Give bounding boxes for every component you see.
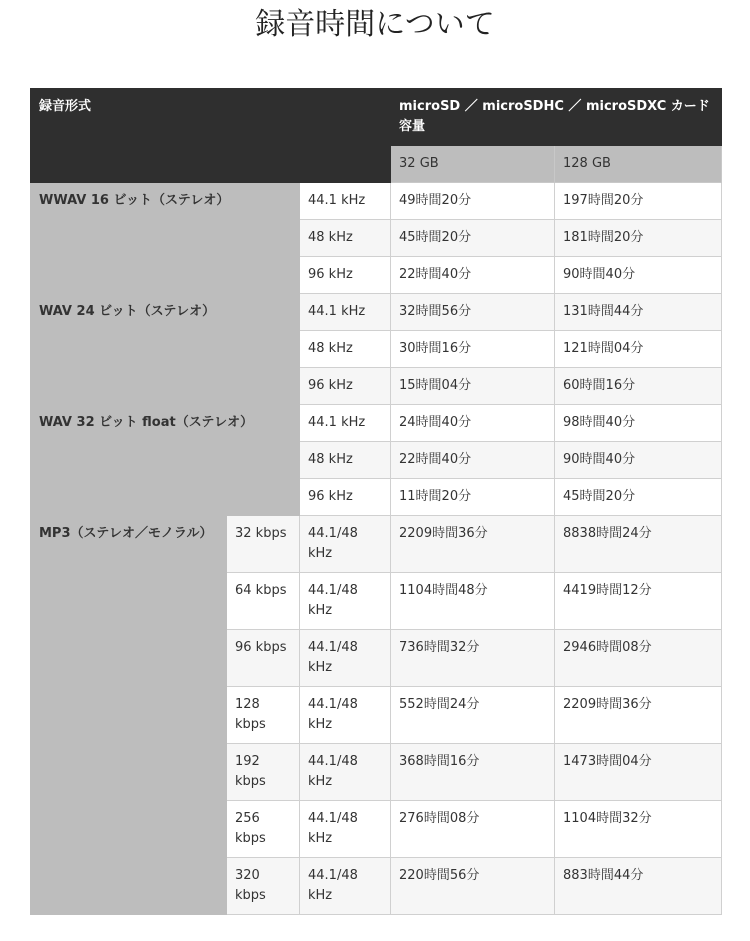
value-32gb-cell: 30時間16分	[391, 331, 555, 368]
value-128gb-cell: 8838時間24分	[555, 516, 722, 573]
value-128gb-cell: 131時間44分	[555, 294, 722, 331]
recording-time-table-wrapper	[30, 88, 721, 915]
frequency-cell: 44.1/48 kHz	[300, 858, 391, 915]
value-128gb-cell: 60時間16分	[555, 368, 722, 405]
value-128gb-cell: 121時間04分	[555, 331, 722, 368]
value-32gb-cell: 220時間56分	[391, 858, 555, 915]
bitrate-cell: 192 kbps	[227, 744, 300, 801]
frequency-cell: 44.1 kHz	[300, 405, 391, 442]
group-label: WAV 32 ビット float（ステレオ）	[31, 405, 300, 516]
value-32gb-cell: 15時間04分	[391, 368, 555, 405]
value-32gb-cell: 276時間08分	[391, 801, 555, 858]
frequency-cell: 48 kHz	[300, 442, 391, 479]
value-128gb-cell: 98時間40分	[555, 405, 722, 442]
value-32gb-cell: 49時間20分	[391, 183, 555, 220]
table-row	[31, 294, 722, 331]
value-32gb-cell: 22時間40分	[391, 442, 555, 479]
value-32gb-cell: 2209時間36分	[391, 516, 555, 573]
value-128gb-cell: 883時間44分	[555, 858, 722, 915]
frequency-cell: 96 kHz	[300, 257, 391, 294]
table-row	[31, 183, 722, 220]
value-128gb-cell: 1473時間04分	[555, 744, 722, 801]
frequency-cell: 44.1/48 kHz	[300, 801, 391, 858]
value-128gb-cell: 2209時間36分	[555, 687, 722, 744]
frequency-cell: 44.1/48 kHz	[300, 516, 391, 573]
bitrate-cell: 128 kbps	[227, 687, 300, 744]
value-128gb-cell: 197時間20分	[555, 183, 722, 220]
value-128gb-cell: 90時間40分	[555, 257, 722, 294]
header-capacity-32gb: 32 GB	[391, 146, 555, 183]
frequency-cell: 48 kHz	[300, 220, 391, 257]
value-32gb-cell: 368時間16分	[391, 744, 555, 801]
bitrate-cell: 64 kbps	[227, 573, 300, 630]
value-32gb-cell: 552時間24分	[391, 687, 555, 744]
value-128gb-cell: 2946時間08分	[555, 630, 722, 687]
header-capacity: microSD ／ microSDHC ／ microSDXC カード容量	[391, 89, 722, 146]
value-32gb-cell: 22時間40分	[391, 257, 555, 294]
table-row	[31, 516, 722, 573]
frequency-cell: 44.1 kHz	[300, 294, 391, 331]
table-row	[31, 405, 722, 442]
page-title: 録音時間について	[255, 7, 495, 42]
recording-time-table	[30, 88, 722, 915]
value-128gb-cell: 90時間40分	[555, 442, 722, 479]
frequency-cell: 48 kHz	[300, 331, 391, 368]
frequency-cell: 44.1/48 kHz	[300, 630, 391, 687]
value-32gb-cell: 24時間40分	[391, 405, 555, 442]
value-32gb-cell: 736時間32分	[391, 630, 555, 687]
value-32gb-cell: 11時間20分	[391, 479, 555, 516]
bitrate-cell: 256 kbps	[227, 801, 300, 858]
header-capacity-128gb: 128 GB	[555, 146, 722, 183]
value-128gb-cell: 181時間20分	[555, 220, 722, 257]
frequency-cell: 96 kHz	[300, 368, 391, 405]
bitrate-cell: 320 kbps	[227, 858, 300, 915]
group-label: WAV 24 ビット（ステレオ）	[31, 294, 300, 405]
bitrate-cell: 32 kbps	[227, 516, 300, 573]
value-32gb-cell: 1104時間48分	[391, 573, 555, 630]
value-32gb-cell: 45時間20分	[391, 220, 555, 257]
frequency-cell: 44.1/48 kHz	[300, 687, 391, 744]
header-format: 録音形式	[31, 89, 391, 183]
frequency-cell: 44.1/48 kHz	[300, 744, 391, 801]
frequency-cell: 96 kHz	[300, 479, 391, 516]
value-128gb-cell: 45時間20分	[555, 479, 722, 516]
value-32gb-cell: 32時間56分	[391, 294, 555, 331]
bitrate-cell: 96 kbps	[227, 630, 300, 687]
group-label: MP3（ステレオ／モノラル）	[31, 516, 227, 915]
value-128gb-cell: 1104時間32分	[555, 801, 722, 858]
frequency-cell: 44.1/48 kHz	[300, 573, 391, 630]
value-128gb-cell: 4419時間12分	[555, 573, 722, 630]
frequency-cell: 44.1 kHz	[300, 183, 391, 220]
group-label: WWAV 16 ビット（ステレオ）	[31, 183, 300, 294]
